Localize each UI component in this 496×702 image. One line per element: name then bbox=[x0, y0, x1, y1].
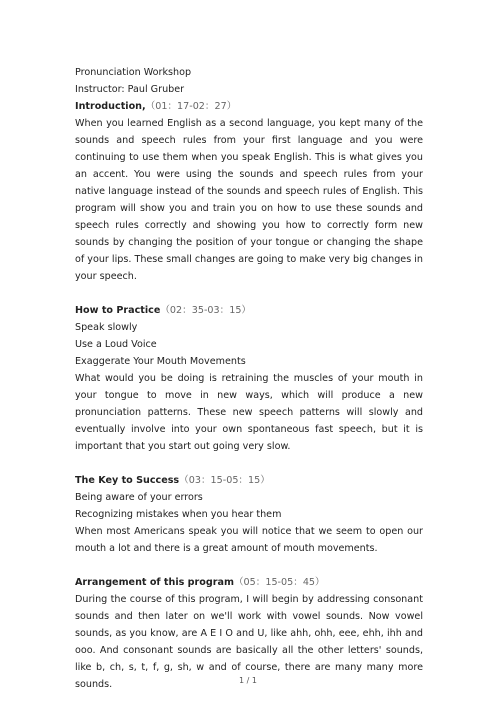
section-heading-text: Arrangement of this program bbox=[75, 577, 234, 588]
section-timestamp: （02：35-03：15） bbox=[160, 305, 252, 316]
section-timestamp: （01：17-02：27） bbox=[145, 101, 237, 112]
section-heading-text: How to Practice bbox=[75, 305, 161, 316]
section-paragraph: When most Americans speak you will notice that we seem to open our mouth a lot and there is a great amount of mouth movements. bbox=[75, 526, 423, 554]
section-paragraph: During the course of this program, I will begin by addressing consonant sounds and then later on we'll work with vowel sounds. Now vowel sounds, as you know, are A E I O and U, like ahh, ohh, eee, ehh, ihh and ooo. And consonant sounds are basically all the other letters' sounds, like b, ch, s, t, f, g, sh, w and of course, there are many many more sounds. bbox=[75, 594, 423, 690]
section-heading-arrangement bbox=[75, 574, 423, 591]
section-paragraph: When you learned English as a second language, you kept many of the sounds and speech rules from your first language and you were continuing to use them when you speak English. This is what gives you an accent. You were using the sounds and speech rules from your native language instead of the sounds and speech rules of English. This program will show you and train you on how to use these sounds and speech rules correctly and showing you how to correctly form new sounds by changing the position of your tongue or changing the shape of your lips. These small changes are going to make very big changes in your speech. bbox=[75, 118, 423, 282]
section-heading-how-to-practice bbox=[75, 302, 423, 319]
section-paragraph: What would you be doing is retraining the muscles of your mouth in your tongue to move in new ways, which will produce a new pronunciation patterns. These new speech patterns will slowly and eventually involve into your own spontaneous fast speech, but it is important that you start out going very slow. bbox=[75, 373, 423, 452]
section-spacer bbox=[75, 285, 423, 302]
document-page bbox=[75, 64, 423, 693]
list-item: Use a Loud Voice bbox=[75, 339, 157, 350]
list-item: Recognizing mistakes when you hear them bbox=[75, 509, 282, 520]
list-item: Speak slowly bbox=[75, 322, 138, 333]
section-timestamp: （05：15-05：45） bbox=[233, 577, 325, 588]
section-spacer bbox=[75, 557, 423, 574]
document-title: Pronunciation Workshop bbox=[75, 67, 192, 78]
page-number: 1 / 1 bbox=[239, 676, 257, 685]
section-heading-text: Introduction, bbox=[75, 101, 146, 112]
section-timestamp: （03：15-05：15） bbox=[179, 475, 270, 486]
section-heading-text: The Key to Success bbox=[75, 475, 180, 486]
section-heading-key-to-success bbox=[75, 472, 423, 489]
section-heading-introduction bbox=[75, 98, 423, 115]
section-spacer bbox=[75, 455, 423, 472]
instructor-line: Instructor: Paul Gruber bbox=[75, 84, 185, 95]
list-item: Being aware of your errors bbox=[75, 492, 203, 503]
list-item: Exaggerate Your Mouth Movements bbox=[75, 356, 246, 367]
